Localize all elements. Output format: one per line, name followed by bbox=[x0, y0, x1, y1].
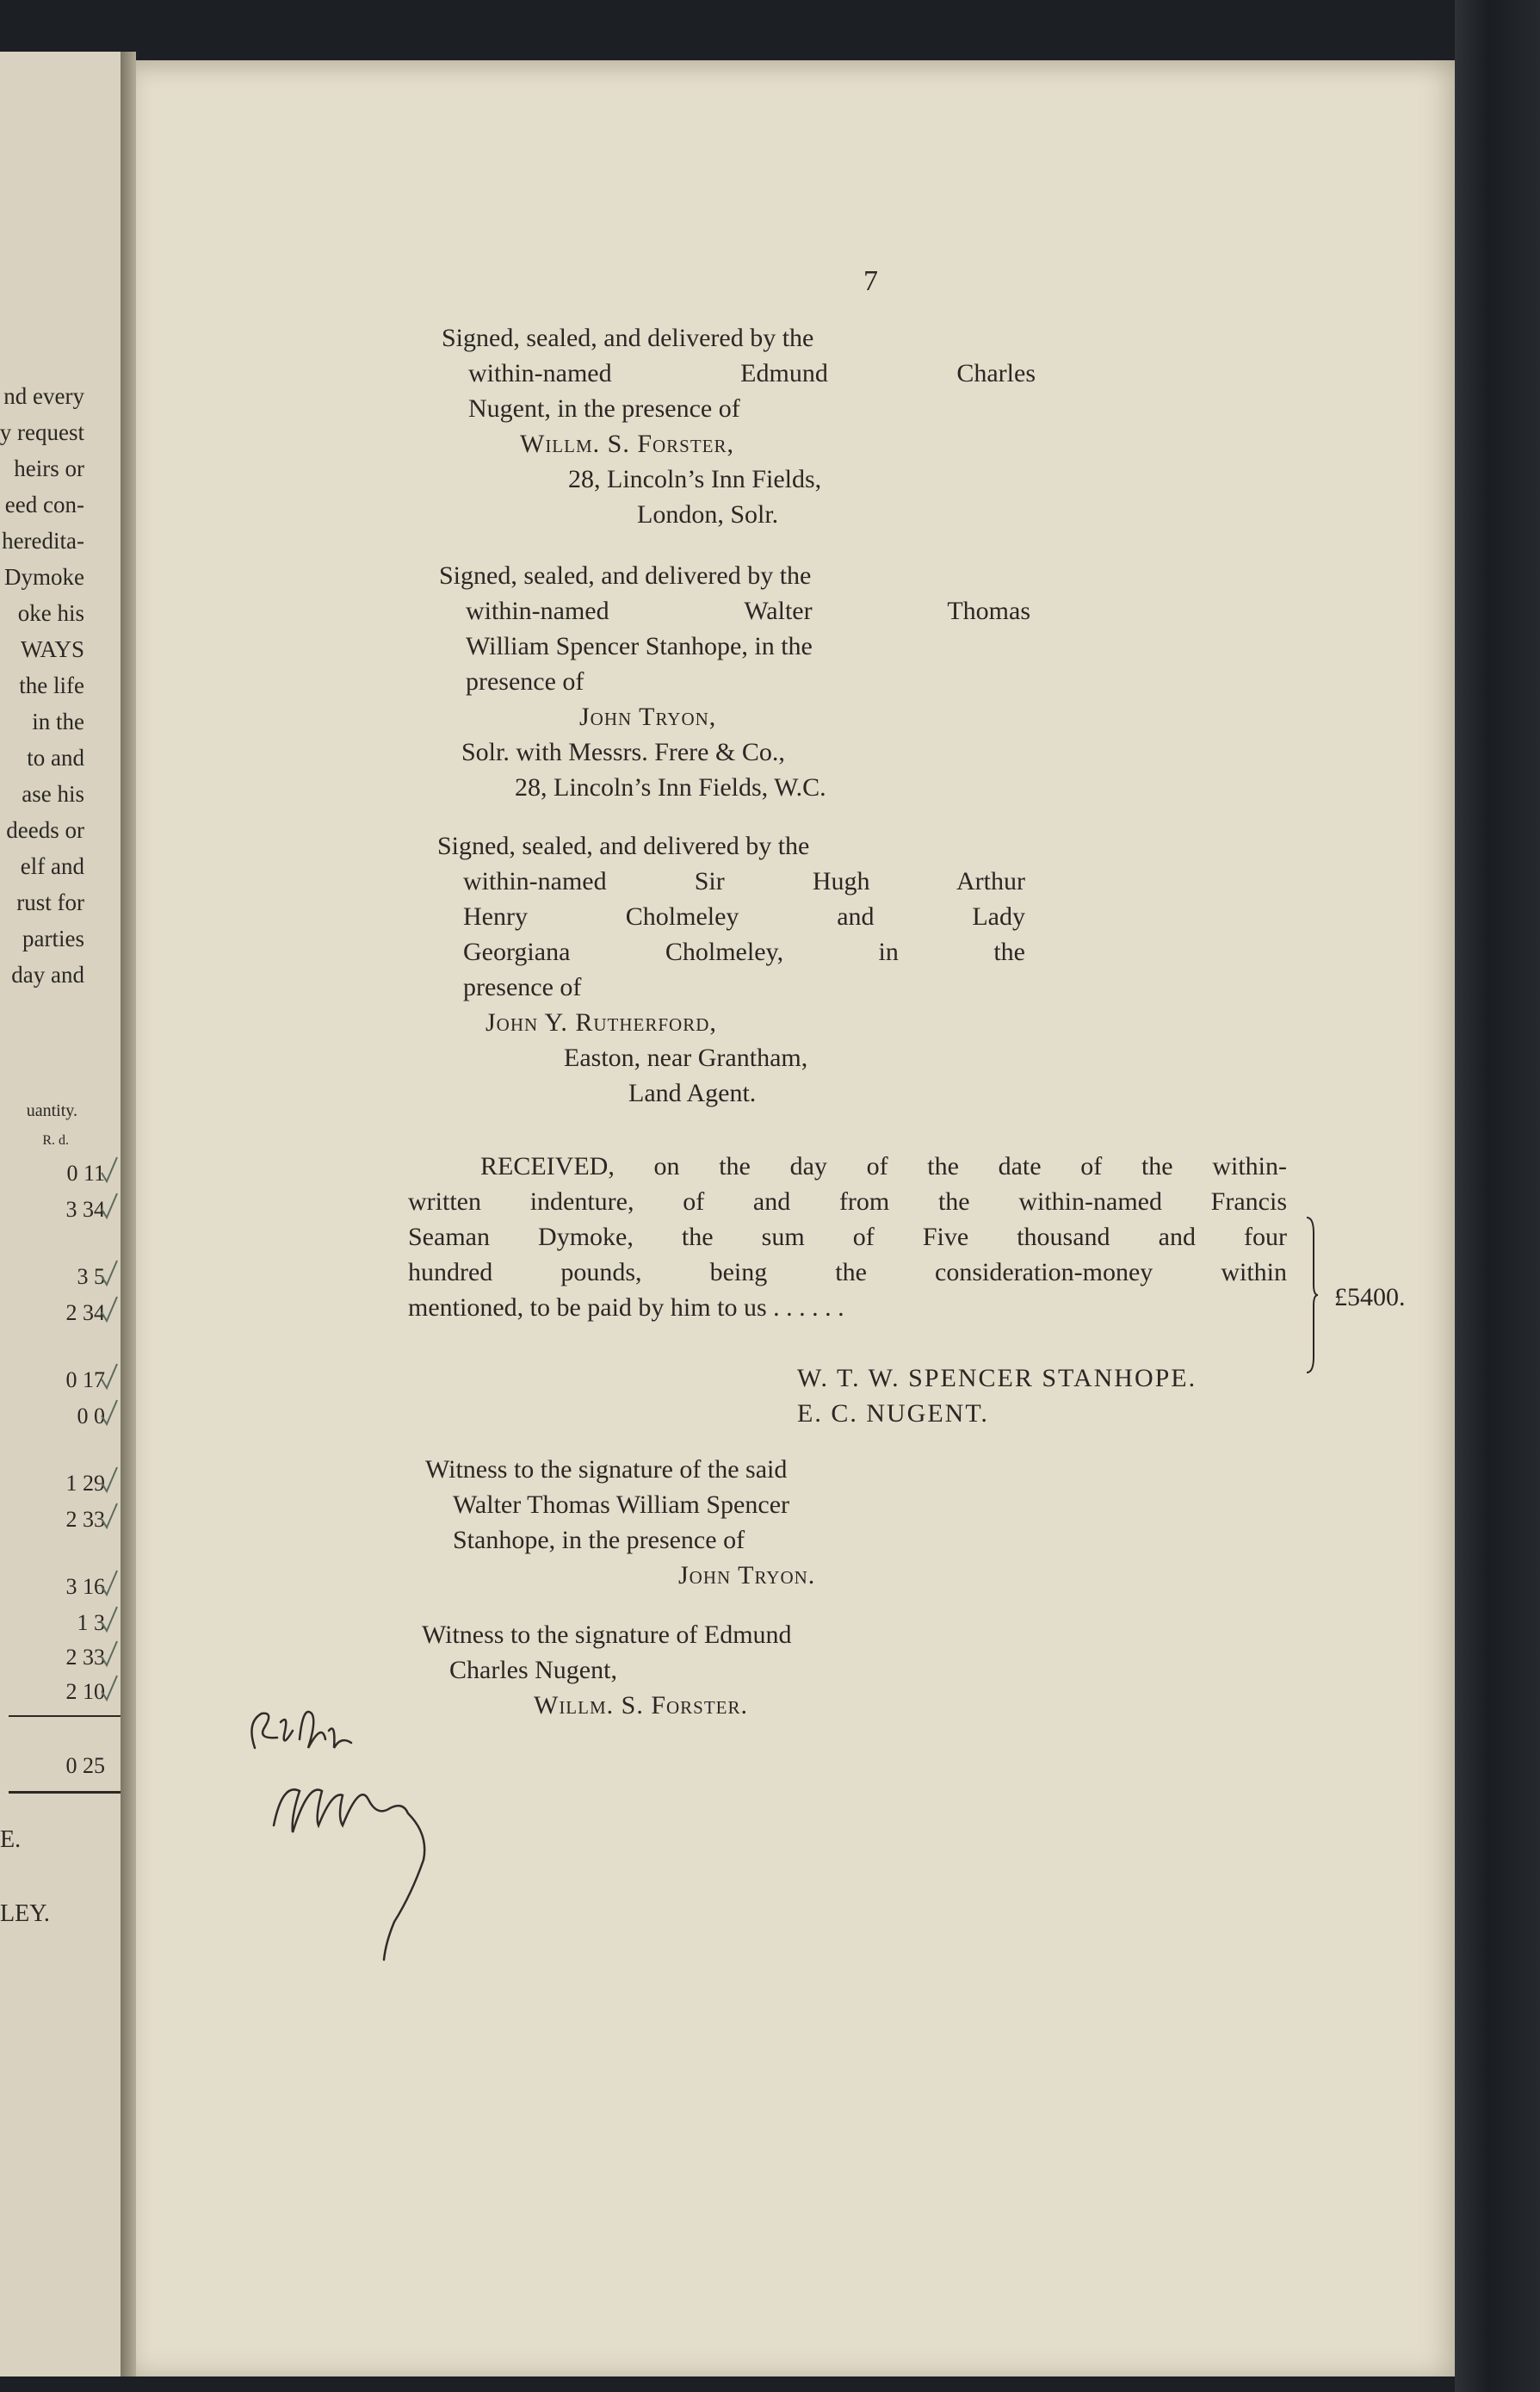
witness-address: 28, Lincoln’s Inn Fields, bbox=[568, 465, 822, 493]
quantity-row: 2 33 bbox=[65, 1507, 105, 1532]
facing-line: day and bbox=[11, 962, 84, 988]
signature-block-1-line: within-named Edmund Charles bbox=[468, 359, 1036, 387]
signature-block-2-line: within-named Walter Thomas bbox=[466, 597, 1030, 625]
signature-block-1-line: Nugent, in the presence of bbox=[468, 394, 740, 423]
witness-attestation-line: Witness to the signature of Edmund bbox=[422, 1620, 792, 1649]
quantity-row: 0 11 bbox=[66, 1161, 105, 1186]
total-rule bbox=[9, 1715, 121, 1717]
signature-block-1-line: Signed, sealed, and delivered by the bbox=[442, 324, 814, 352]
receipt-amount: £5400. bbox=[1334, 1283, 1406, 1311]
facing-line: in the bbox=[32, 709, 84, 734]
signature-block-3-line: presence of bbox=[463, 973, 582, 1001]
quantity-total: 0 25 bbox=[65, 1753, 105, 1778]
facing-line: Dymoke bbox=[4, 564, 84, 590]
check-mark-icon bbox=[100, 1466, 119, 1495]
book-binding-edge bbox=[1455, 0, 1540, 2392]
check-mark-icon bbox=[100, 1605, 119, 1634]
signature-block-3-line: Signed, sealed, and delivered by the bbox=[437, 832, 810, 860]
check-mark-icon bbox=[100, 1259, 119, 1288]
check-mark-icon bbox=[100, 1502, 119, 1531]
quantity-row: 2 10 bbox=[65, 1679, 105, 1704]
signature-block-3-line: Georgiana Cholmeley, in the bbox=[463, 938, 1025, 966]
facing-footer: E. bbox=[0, 1826, 22, 1853]
witness-attestation-line: Charles Nugent, bbox=[449, 1656, 617, 1684]
signature-block-3-line: within-named Sir Hugh Arthur bbox=[463, 867, 1025, 895]
quantity-row: 3 5 bbox=[77, 1264, 105, 1289]
witness-name: John Tryon, bbox=[579, 703, 717, 731]
facing-line: WAYS bbox=[20, 636, 84, 662]
quantity-row: 3 16 bbox=[65, 1574, 105, 1599]
signature-block-2-line: presence of bbox=[466, 667, 584, 696]
quantity-units: R. d. bbox=[42, 1133, 69, 1148]
facing-page bbox=[0, 52, 121, 2377]
quantity-row: 0 17 bbox=[65, 1367, 105, 1392]
receipt-line: hundred pounds, being the consideration-money within bbox=[408, 1258, 1287, 1286]
quantity-row: 1 3 bbox=[77, 1610, 105, 1635]
document-page bbox=[136, 60, 1462, 2377]
facing-line: elf and bbox=[20, 853, 84, 879]
handwritten-initials-signature bbox=[239, 1688, 463, 2015]
quantity-row: 2 33 bbox=[65, 1645, 105, 1670]
page-gutter bbox=[121, 52, 136, 2377]
facing-line: heirs or bbox=[14, 455, 84, 481]
witness-name: Willm. S. Forster. bbox=[534, 1691, 749, 1720]
witness-address: Land Agent. bbox=[628, 1079, 757, 1107]
receipt-line: mentioned, to be paid by him to us . . . . . . bbox=[408, 1293, 844, 1322]
receipt-line: Seaman Dymoke, the sum of Five thousand and four bbox=[408, 1223, 1287, 1251]
signature-block-2-line: Signed, sealed, and delivered by the bbox=[439, 561, 812, 590]
quantity-row: 0 0 bbox=[77, 1404, 105, 1428]
receipt-line: written indenture, of and from the within-named Francis bbox=[408, 1187, 1287, 1216]
witness-name: Willm. S. Forster, bbox=[520, 430, 735, 458]
signer-name: E. C. NUGENT. bbox=[797, 1399, 989, 1428]
check-mark-icon bbox=[100, 1398, 119, 1428]
facing-line: oke his bbox=[17, 600, 84, 626]
facing-line: deeds or bbox=[6, 817, 84, 843]
check-mark-icon bbox=[100, 1639, 119, 1669]
check-mark-icon bbox=[100, 1362, 119, 1391]
facing-line: y request bbox=[0, 419, 84, 445]
quantity-header: uantity. bbox=[26, 1101, 77, 1120]
facing-line: parties bbox=[22, 926, 84, 951]
curly-brace-icon bbox=[1305, 1216, 1319, 1374]
facing-line: ase his bbox=[22, 781, 84, 807]
facing-line: the life bbox=[19, 672, 84, 698]
facing-line: nd every bbox=[3, 383, 84, 409]
facing-line: to and bbox=[27, 745, 84, 771]
witness-address: London, Solr. bbox=[637, 500, 779, 529]
witness-name: John Tryon. bbox=[678, 1561, 816, 1590]
witness-name: John Y. Rutherford, bbox=[486, 1008, 717, 1037]
page-number: 7 bbox=[863, 265, 878, 297]
witness-attestation-line: Walter Thomas William Spencer bbox=[453, 1490, 789, 1519]
total-rule bbox=[9, 1791, 121, 1794]
receipt-line: RECEIVED, on the day of the date of the within- bbox=[480, 1152, 1287, 1181]
check-mark-icon bbox=[100, 1156, 119, 1185]
signature-block-3-line: Henry Cholmeley and Lady bbox=[463, 902, 1025, 931]
quantity-row: 1 29 bbox=[65, 1471, 105, 1496]
witness-address: Solr. with Messrs. Frere & Co., bbox=[461, 738, 785, 766]
check-mark-icon bbox=[100, 1569, 119, 1598]
facing-line: rust for bbox=[16, 889, 84, 915]
facing-footer: LEY. bbox=[0, 1900, 50, 1927]
check-mark-icon bbox=[100, 1192, 119, 1221]
signature-block-2-line: William Spencer Stanhope, in the bbox=[466, 632, 813, 660]
witness-address: Easton, near Grantham, bbox=[564, 1044, 808, 1072]
signer-name: W. T. W. SPENCER STANHOPE. bbox=[797, 1364, 1197, 1392]
witness-address: 28, Lincoln’s Inn Fields, W.C. bbox=[515, 773, 826, 802]
facing-line: eed con- bbox=[4, 492, 84, 517]
quantity-row: 3 34 bbox=[65, 1197, 105, 1222]
check-mark-icon bbox=[100, 1674, 119, 1703]
witness-attestation-line: Stanhope, in the presence of bbox=[453, 1526, 745, 1554]
check-mark-icon bbox=[100, 1295, 119, 1324]
facing-line: heredita- bbox=[2, 528, 84, 554]
witness-attestation-line: Witness to the signature of the said bbox=[425, 1455, 788, 1484]
quantity-row: 2 34 bbox=[65, 1300, 105, 1325]
